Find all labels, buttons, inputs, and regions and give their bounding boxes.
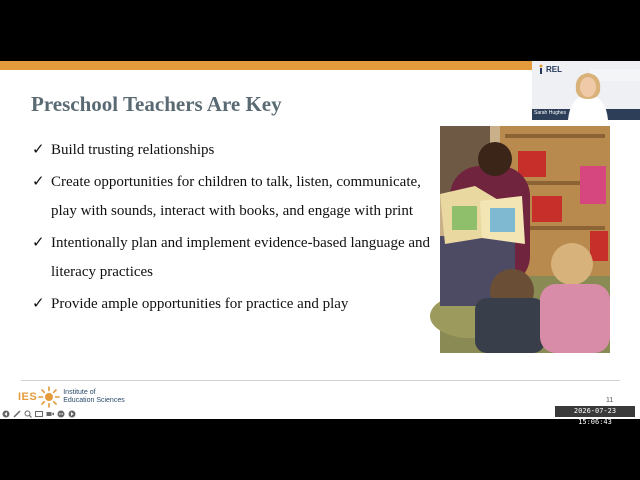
ies-logo-letters: IES <box>18 391 38 403</box>
speaker-name: Sarah Hughes <box>534 110 566 116</box>
check-icon: ✓ <box>32 235 45 251</box>
back-icon[interactable] <box>2 410 10 418</box>
page-number: 11 <box>606 397 614 404</box>
bullet-item <box>32 168 432 226</box>
pen-icon[interactable] <box>13 410 21 418</box>
slide-title: Preschool Teachers Are Key <box>31 92 282 116</box>
bullet-text: Intentionally plan and implement evidence-based language and literacy practices <box>51 235 431 280</box>
camera-icon[interactable] <box>46 410 54 418</box>
classroom-photo <box>440 126 610 353</box>
bullet-item <box>32 136 432 165</box>
bullet-list <box>32 136 432 322</box>
ies-name-line1: Institute of <box>63 389 96 396</box>
check-icon: ✓ <box>32 142 45 158</box>
bullet-item <box>32 290 432 319</box>
sun-icon <box>38 386 60 408</box>
ies-logo <box>18 386 125 408</box>
check-icon: ✓ <box>32 296 45 312</box>
footer-divider <box>21 380 620 381</box>
rel-mark-icon <box>538 64 544 74</box>
rel-logo-text: REL <box>546 64 562 74</box>
zoom-icon[interactable] <box>24 410 32 418</box>
forward-icon[interactable] <box>68 410 76 418</box>
ies-logo-name <box>63 389 124 405</box>
caption-icon[interactable] <box>35 410 43 418</box>
rel-logo <box>538 64 562 74</box>
bullet-text: Provide ample opportunities for practice and play <box>51 296 349 312</box>
chat-icon[interactable] <box>57 410 65 418</box>
bullet-item <box>32 229 432 287</box>
bullet-text: Build trusting relationships <box>51 142 215 158</box>
ies-name-line2: Education Sciences <box>63 397 125 404</box>
bullet-text: Create opportunities for children to talk, listen, communicate, play with sounds, interact with books, and engage with print <box>51 174 421 219</box>
presenter-toolbar <box>2 408 76 419</box>
recording-timestamp: 2026-07-23 15:06:43 <box>555 406 635 417</box>
check-icon: ✓ <box>32 174 45 190</box>
